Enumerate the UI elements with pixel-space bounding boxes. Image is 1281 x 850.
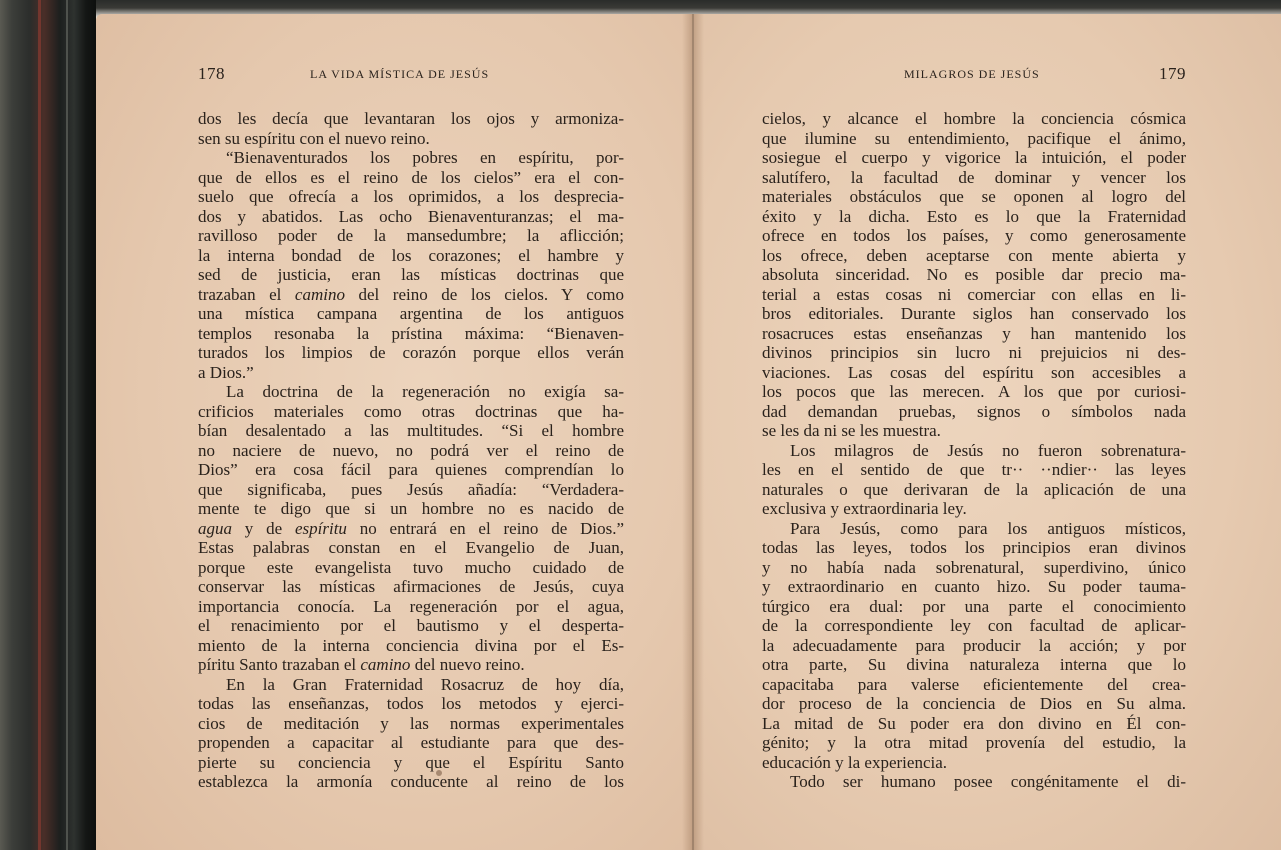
- text-line: [762, 675, 1186, 695]
- text-segment: capacitaba para valerse eficientemente del crea-: [762, 674, 1186, 694]
- text-segment: génito; y la otra mitad provenía del estudio, la: [762, 733, 1186, 752]
- text-segment: que de ellos es el reino de los cielos” era el con-: [198, 167, 624, 187]
- text-segment: les en el sentido de que tr·· ··ndier·· las leyes: [762, 460, 1186, 479]
- text-line: [198, 109, 624, 129]
- text-segment: ofrece en todos los países, y como generosamente: [762, 226, 1186, 245]
- text-line: [198, 694, 624, 714]
- text-segment: que ilumine su entendimiento, pacifique el ánimo,: [762, 128, 1186, 148]
- text-segment: conservar las místicas afirmaciones de Jesús, cuya: [198, 577, 624, 596]
- text-line: [762, 187, 1186, 207]
- left-page-text: [198, 109, 624, 792]
- text-line: [198, 265, 624, 285]
- text-line: [762, 207, 1186, 227]
- running-head: LA VIDA MÍSTICA DE JESÚS: [310, 67, 490, 81]
- text-line: [762, 636, 1186, 656]
- text-line: [762, 538, 1186, 558]
- text-line: [198, 402, 624, 422]
- text-line: [198, 733, 624, 753]
- text-line: [762, 577, 1186, 597]
- text-line: [198, 246, 624, 266]
- text-segment: dos les decía que levantaran los ojos y armoniza-: [198, 109, 624, 128]
- text-segment: establezca la armonía conducente al reino de los: [198, 772, 624, 791]
- text-segment: mente te digo que si un hombre no es nacido de: [198, 499, 624, 518]
- text-line: [762, 597, 1186, 617]
- text-line: [762, 304, 1186, 324]
- text-line: [762, 655, 1186, 675]
- text-segment: una mística campana argentina de los antiguos: [198, 304, 624, 323]
- text-line: [198, 558, 624, 578]
- italic-text: camino: [294, 284, 345, 304]
- text-segment: suelo que ofrecía a los oprimidos, a los desprecia-: [198, 187, 624, 206]
- text-line: [198, 421, 624, 441]
- italic-text: camino: [360, 655, 411, 674]
- text-line: [198, 129, 624, 149]
- text-line: [198, 187, 624, 207]
- text-segment: los ofrece, deben aceptarse con mente abierta y: [762, 245, 1186, 265]
- text-segment: rosacruces estas enseñanzas y han mantenido los: [762, 323, 1186, 343]
- left-page-header: [198, 64, 624, 90]
- text-line: [762, 480, 1186, 500]
- text-segment: divinos principios sin lucro ni prejuicios ni des-: [762, 343, 1186, 362]
- text-line: [198, 324, 624, 344]
- text-line: [762, 148, 1186, 168]
- text-segment: Todo ser humano posee congénitamente el di-: [790, 772, 1186, 791]
- italic-text: agua: [198, 518, 232, 538]
- text-line: [198, 616, 624, 636]
- text-segment: del nuevo reino.: [410, 655, 525, 674]
- text-segment: cios de meditación y las normas experimentales: [198, 713, 624, 733]
- text-line: [762, 402, 1186, 422]
- text-line: [762, 441, 1186, 461]
- text-line: [198, 168, 624, 188]
- text-segment: no naciere de nuevo, no podrá ver el reino de: [198, 440, 624, 460]
- text-segment: dos y abatidos. Las ocho Bienaventuranzas; el ma-: [198, 206, 624, 226]
- text-segment: La doctrina de la regeneración no exigía sa-: [226, 382, 624, 401]
- text-segment: Dios” era cosa fácil para quienes comprendían lo: [198, 460, 624, 479]
- text-segment: educación y la experiencia.: [762, 752, 948, 772]
- text-line: [198, 714, 624, 734]
- text-line: [762, 460, 1186, 480]
- text-line: [762, 246, 1186, 266]
- spine-edge: [66, 0, 68, 850]
- text-line: [762, 226, 1186, 246]
- running-head: MILAGROS DE JESÚS: [904, 67, 1040, 81]
- text-segment: terial a estas cosas ni comerciar con ellas en li-: [762, 284, 1186, 304]
- text-segment: viaciones. Las cosas del espíritu son accesibles a: [762, 362, 1186, 382]
- text-segment: y de: [232, 518, 295, 538]
- text-segment: cielos, y alcance el hombre la conciencia cósmica: [762, 109, 1186, 128]
- text-line: [762, 265, 1186, 285]
- text-line: [198, 304, 624, 324]
- text-line: [198, 636, 624, 656]
- text-segment: miento de la interna conciencia divina por el Es-: [198, 635, 624, 655]
- text-line: [762, 421, 1186, 441]
- text-segment: bían desalentado a las multitudes. “Si el hombre: [198, 421, 624, 440]
- text-segment: a Dios.”: [198, 362, 254, 382]
- text-segment: pierte su conciencia y que el Espíritu Santo: [198, 752, 624, 772]
- text-segment: y no había nada sobrenatural, superdivino, único: [762, 557, 1186, 577]
- italic-text: espíritu: [294, 518, 347, 538]
- text-segment: “Bienaventurados los pobres en espíritu, por-: [226, 148, 624, 167]
- text-line: [762, 753, 1186, 773]
- text-line: [198, 577, 624, 597]
- text-line: [762, 714, 1186, 734]
- text-segment: el renacimiento por el bautismo y el desperta-: [198, 616, 624, 635]
- text-line: [762, 519, 1186, 539]
- text-line: [198, 343, 624, 363]
- text-line: [198, 499, 624, 519]
- text-line: [198, 363, 624, 383]
- text-segment: éxito y la dicha. Esto es lo que la Fraternidad: [762, 206, 1186, 226]
- text-line: [762, 733, 1186, 753]
- text-line: [198, 207, 624, 227]
- text-line: [198, 675, 624, 695]
- text-line: [198, 519, 624, 539]
- text-line: [762, 694, 1186, 714]
- text-segment: de la correspondiente ley con facultad de aplicar-: [762, 616, 1186, 635]
- text-segment: porque este evangelista tuvo mucho cuidado de: [198, 557, 624, 577]
- text-segment: dad demandan pruebas, signos o símbolos nada: [762, 401, 1186, 421]
- text-line: [762, 499, 1186, 519]
- text-segment: materiales obstáculos que se oponen al logro del: [762, 187, 1186, 206]
- text-segment: sed de justicia, eran las místicas doctrinas que: [198, 265, 624, 284]
- text-line: [762, 363, 1186, 383]
- right-page-header: [758, 64, 1186, 90]
- text-line: [198, 655, 624, 675]
- text-segment: se les da ni se les muestra.: [762, 421, 941, 440]
- text-segment: Los milagros de Jesús no fueron sobrenatura-: [790, 440, 1186, 460]
- text-line: [762, 382, 1186, 402]
- text-segment: trazaban el: [198, 284, 295, 304]
- text-segment: Estas palabras constan en el Evangelio de Juan,: [198, 538, 624, 557]
- text-line: [198, 772, 624, 792]
- text-line: [198, 753, 624, 773]
- text-segment: que significaba, pues Jesús añadía: “Verdadera-: [198, 479, 624, 499]
- text-segment: píritu Santo trazaban el: [198, 655, 361, 674]
- text-segment: túrgico era dual: por una parte el conocimiento: [762, 596, 1186, 616]
- text-segment: los pocos que las merecen. A los que por curiosi-: [762, 382, 1186, 401]
- text-line: [198, 441, 624, 461]
- text-segment: templos resonaba la prístina máxima: “Bienaven-: [198, 323, 624, 343]
- text-line: [198, 480, 624, 500]
- text-segment: Para Jesús, como para los antiguos místicos,: [790, 518, 1186, 538]
- text-segment: la interna bondad de los corazones; el hambre y: [198, 245, 624, 265]
- text-segment: y extraordinario en cuanto hizo. Su poder tauma-: [762, 577, 1186, 596]
- text-segment: ravilloso poder de la mansedumbre; la aflicción;: [198, 226, 624, 245]
- text-segment: turados los limpios de corazón porque ellos verán: [198, 343, 624, 362]
- text-segment: dor proceso de la conciencia de Dios en Su alma.: [762, 694, 1186, 713]
- text-segment: todas las enseñanzas, todos los metodos y ejerci-: [198, 694, 624, 713]
- text-segment: importancia conocía. La regeneración por el agua,: [198, 596, 624, 616]
- text-line: [762, 616, 1186, 636]
- page-number: 178: [198, 64, 225, 83]
- text-segment: propenden a capacitar al estudiante para que des-: [198, 733, 624, 752]
- text-segment: sosiegue el cuerpo y vigorice la intuición, el poder: [762, 148, 1186, 167]
- text-line: [198, 460, 624, 480]
- text-line: [762, 129, 1186, 149]
- text-line: [762, 343, 1186, 363]
- text-segment: del reino de los cielos. Y como: [344, 284, 624, 304]
- text-line: [762, 558, 1186, 578]
- text-segment: La mitad de Su poder era don divino en Él con-: [762, 713, 1186, 733]
- text-segment: la adecuadamente para producir la acción; y por: [762, 635, 1186, 655]
- text-segment: otra parte, Su divina naturaleza interna que lo: [762, 655, 1186, 674]
- text-line: [762, 285, 1186, 305]
- text-segment: todas las leyes, todos los principios eran divinos: [762, 538, 1186, 557]
- text-segment: En la Gran Fraternidad Rosacruz de hoy día,: [226, 674, 624, 694]
- text-line: [198, 226, 624, 246]
- text-segment: no entrará en el reino de Dios.”: [346, 518, 624, 538]
- spine-edge: [38, 0, 41, 850]
- right-page-text: [762, 109, 1186, 792]
- text-segment: absoluta sinceridad. No es posible dar precio ma-: [762, 265, 1186, 284]
- text-line: [198, 148, 624, 168]
- text-segment: sen su espíritu con el nuevo reino.: [198, 128, 430, 148]
- text-segment: salutífero, la facultad de dominar y vencer los: [762, 167, 1186, 187]
- text-line: [198, 597, 624, 617]
- page-gutter: [682, 14, 704, 850]
- text-segment: exclusiva y extraordinaria ley.: [762, 499, 967, 518]
- text-segment: crificios materiales como otras doctrinas que ha-: [198, 401, 624, 421]
- page-number: 179: [1159, 64, 1186, 83]
- text-segment: bros editoriales. Durante siglos han conservado los: [762, 304, 1186, 323]
- text-line: [762, 168, 1186, 188]
- text-line: [198, 285, 624, 305]
- text-line: [198, 538, 624, 558]
- text-segment: naturales o que derivaran de la aplicación de una: [762, 479, 1186, 499]
- text-line: [198, 382, 624, 402]
- text-line: [762, 772, 1186, 792]
- book-spine: [0, 0, 96, 850]
- text-line: [762, 109, 1186, 129]
- text-line: [762, 324, 1186, 344]
